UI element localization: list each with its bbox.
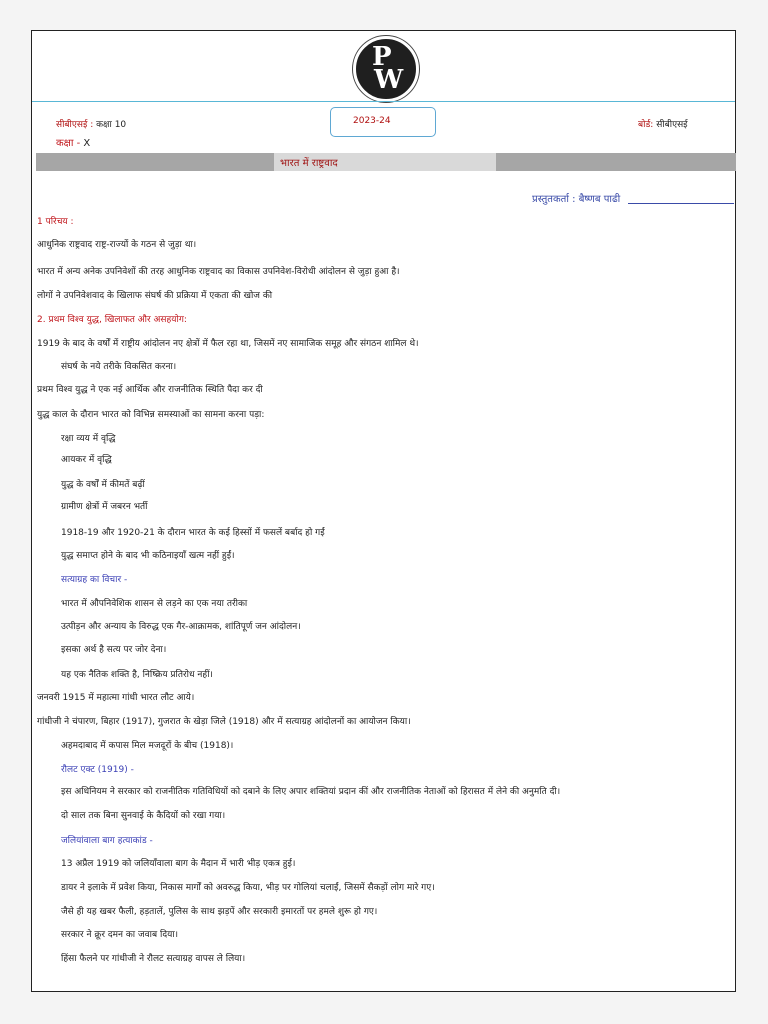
section-heading: 2. प्रथम विश्व युद्ध, खिलाफत और असहयोग:	[37, 315, 187, 325]
title-bar-right	[496, 153, 736, 171]
list-item: गांधीजी ने चंपारण, बिहार (1917), गुजरात के खेड़ा जिले (1918) और में सत्याग्रह आंदोलनों का आयोजन किया।	[37, 717, 411, 727]
board-right-label: बोर्ड:	[638, 120, 654, 130]
class-line	[56, 135, 90, 149]
list-item: सरकार ने क्रूर दमन का जवाब दिया।	[61, 930, 179, 940]
title-bar-left	[36, 153, 274, 171]
list-item: अहमदाबाद में कपास मिल मजदूरों के बीच (1918)।	[61, 741, 234, 751]
list-item: रक्षा व्यय में वृद्धि	[61, 434, 116, 444]
class-value: X	[83, 138, 91, 149]
title-bar	[36, 153, 736, 171]
list-item: इसका अर्थ है सत्य पर जोर देना।	[61, 645, 167, 655]
header-divider	[32, 101, 735, 102]
section-heading: 1 परिचय :	[37, 217, 74, 227]
sub-heading: रौलट एक्ट (1919) -	[61, 765, 134, 775]
list-item: युद्ध काल के दौरान भारत को विभिन्न समस्याओं का सामना करना पड़ा:	[37, 410, 265, 420]
list-item: इस अधिनियम ने सरकार को राजनीतिक गतिविधियों को दबाने के लिए अपार शक्तियां प्रदान कीं और राजनीतिक नेताओं को हिरासत में लेने की अनुमति दी।	[61, 787, 561, 797]
list-item: 1918-19 और 1920-21 के दौरान भारत के कई हिस्सों में फसलें बर्बाद हो गईं	[61, 528, 325, 538]
list-item: यह एक नैतिक शक्ति है, निष्क्रिय प्रतिरोध नहीं।	[61, 670, 213, 680]
logo-letter-p: P	[372, 42, 392, 72]
board-right-value: सीबीएसई	[656, 120, 688, 130]
class-label: कक्षा -	[56, 138, 81, 149]
presenter-label: प्रस्तुतकर्ता :	[532, 194, 576, 205]
list-item: हिंसा फैलने पर गांधीजी ने रौलट सत्याग्रह वापस ले लिया।	[61, 954, 246, 964]
year-box: 2023-24	[330, 107, 436, 137]
presenter-name: बैष्णब पाढी	[578, 194, 621, 205]
list-item: दो साल तक बिना सुनवाई के कैदियों को रखा गया।	[61, 811, 226, 821]
list-item: प्रथम विश्व युद्ध ने एक नई आर्थिक और राजनीतिक स्थिति पैदा कर दी	[37, 385, 263, 395]
presenter	[532, 191, 620, 205]
list-item: जैसे ही यह खबर फैली, हड़तालें, पुलिस के साथ झड़पें और सरकारी इमारतों पर हमले शुरू हो गए।	[61, 907, 378, 917]
board-right	[638, 117, 688, 130]
list-item: जनवरी 1915 में महात्मा गांधी भारत लौट आये।	[37, 693, 195, 703]
list-item: 13 अप्रैल 1919 को जलियाँवाला बाग के मैदान में भारी भीड़ एकत्र हुई।	[61, 859, 296, 869]
list-item: भारत में औपनिवेशिक शासन से लड़ने का एक नया तरीका	[61, 599, 248, 609]
list-item: डायर ने इलाके में प्रवेश किया, निकास मार्गों को अवरुद्ध किया, भीड़ पर गोलियां चलाईं, जिसमें सैकड़ों लोग मारे गए।	[61, 883, 435, 893]
list-item: लोगों ने उपनिवेशवाद के खिलाफ संघर्ष की प्रक्रिया में एकता की खोज की	[37, 291, 273, 301]
list-item: संघर्ष के नये तरीके विकसित करना।	[61, 362, 177, 372]
page-title: भारत में राष्ट्रवाद	[274, 153, 496, 171]
logo-letter-w: W	[374, 65, 404, 95]
sub-heading: जलियांवाला बाग हत्याकांड -	[61, 836, 153, 846]
list-item: युद्ध के वर्षों में कीमतें बढ़ीं	[61, 480, 145, 490]
document-page	[31, 30, 736, 992]
presenter-underline	[628, 203, 734, 204]
sub-heading: सत्याग्रह का विचार -	[61, 575, 128, 585]
board-left	[56, 117, 126, 130]
list-item: भारत में अन्य अनेक उपनिवेशों की तरह आधुनिक राष्ट्रवाद का विकास उपनिवेश-विरोधी आंदोलन से जुड़ा हुआ है।	[37, 267, 400, 277]
board-left-value: कक्षा 10	[96, 120, 127, 130]
list-item: युद्ध समाप्त होने के बाद भी कठिनाइयाँ खत्म नहीं हुईं।	[61, 551, 235, 561]
pw-logo	[353, 36, 419, 102]
board-left-label: सीबीएसई :	[56, 120, 94, 130]
list-item: 1919 के बाद के वर्षों में राष्ट्रीय आंदोलन नए क्षेत्रों में फैल रहा था, जिसमें नए सामाजिक समूह और संगठन शामिल थे।	[37, 339, 419, 349]
list-item: आयकर में वृद्धि	[61, 455, 112, 465]
list-item: ग्रामीण क्षेत्रों में जबरन भर्ती	[61, 502, 148, 512]
list-item: उत्पीड़न और अन्याय के विरुद्ध एक गैर-आक्रामक, शांतिपूर्ण जन आंदोलन।	[61, 622, 301, 632]
list-item: आधुनिक राष्ट्रवाद राष्ट्र-राज्यों के गठन से जुड़ा था।	[37, 240, 197, 250]
